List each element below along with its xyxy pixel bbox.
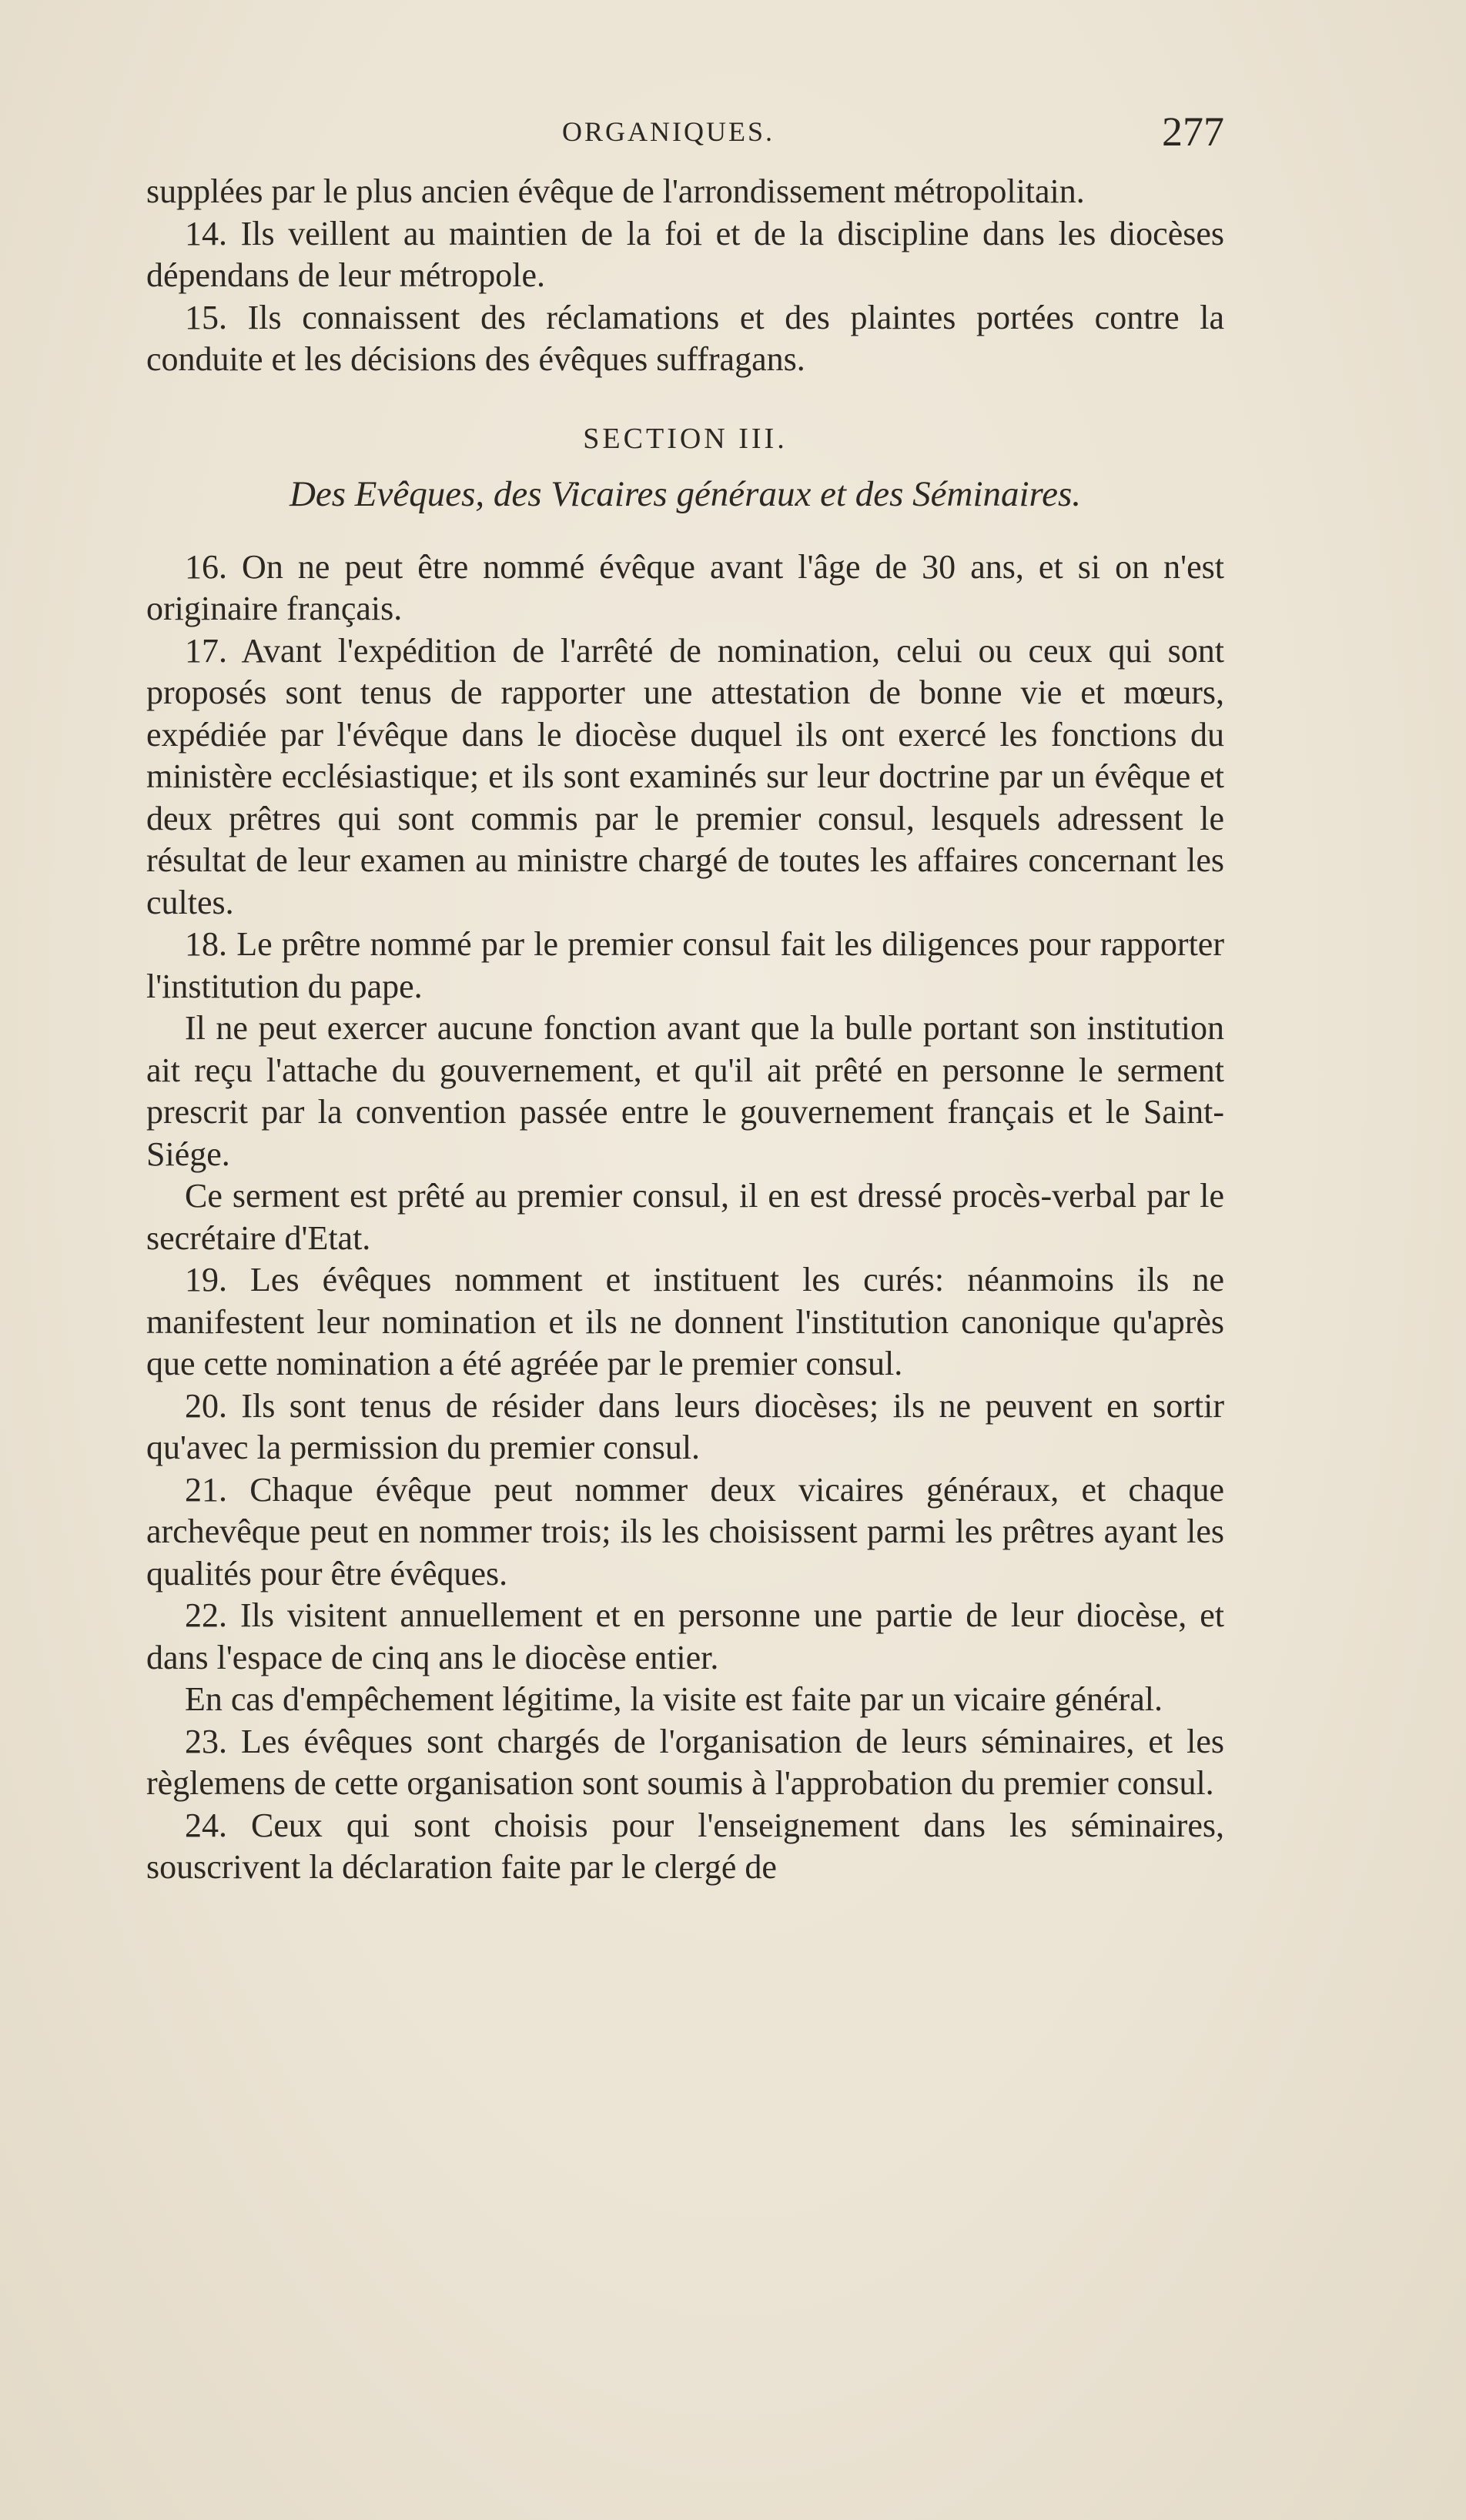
paragraph: 22. Ils visitent annuellement et en personne une partie de leur diocèse, et dans l'espace de cinq ans le diocèse entier.: [146, 1596, 1224, 1676]
body-text: [146, 171, 1224, 1889]
paragraph: supplées par le plus ancien évêque de l'arrondissement métropolitain.: [146, 172, 1085, 210]
paragraph: Ce serment est prêté au premier consul, il en est dressé procès-verbal par le secrétaire d'Etat.: [146, 1177, 1224, 1257]
paragraph: En cas d'empêchement légitime, la visite est faite par un vicaire général.: [185, 1680, 1163, 1718]
paragraph: 18. Le prêtre nommé par le premier consul fait les diligences pour rapporter l'institution du pape.: [146, 925, 1224, 1005]
paragraph: 20. Ils sont tenus de résider dans leurs diocèses; ils ne peuvent en sortir qu'avec la permission du premier consul.: [146, 1386, 1224, 1466]
paragraph: 16. On ne peut être nommé évêque avant l'âge de 30 ans, et si on n'est originaire français.: [146, 547, 1224, 627]
paragraph: 24. Ceux qui sont choisis pour l'enseignement dans les séminaires, souscrivent la déclaration faite par le clergé de: [146, 1806, 1224, 1886]
paragraph: 23. Les évêques sont chargés de l'organisation de leurs séminaires, et les règlemens de cette organisation sont soumis à l'approbation du premier consul.: [146, 1722, 1224, 1802]
running-head: ORGANIQUES.: [562, 116, 775, 147]
paragraph: 15. Ils connaissent des réclamations et des plaintes portées contre la conduite et les décisions des évêques suffragans.: [146, 298, 1224, 378]
paragraph: 14. Ils veillent au maintien de la foi et de la discipline dans les diocèses dépendans de leur métropole.: [146, 214, 1224, 294]
paragraph: 19. Les évêques nomment et instituent les curés: néanmoins ils ne manifestent leur nomination et ils ne donnent l'institution canonique qu'après que cette nomination a été agréée par le premier consul.: [146, 1261, 1224, 1382]
paragraph: 21. Chaque évêque peut nommer deux vicaires généraux, et chaque archevêque peut en nommer trois; ils les choisissent parmi les prêtres ayant les qualités pour être évêques.: [146, 1470, 1224, 1593]
page-header: [146, 108, 1224, 169]
page-number: 277: [1162, 109, 1224, 155]
paragraph: Il ne peut exercer aucune fonction avant que la bulle portant son institution ait reçu l'attache du gouvernement, et qu'il ait prêté en personne le serment prescrit par la convention passée entre le gouvernement français et le Saint-Siége.: [146, 1009, 1224, 1173]
paragraph: 17. Avant l'expédition de l'arrêté de nomination, celui ou ceux qui sont proposés sont tenus de rapporter une attestation de bonne vie et mœurs, expédiée par l'évêque dans le diocèse duquel ils ont exercé les fonctions du ministère ecclésiastique; et ils sont examinés sur leur doctrine par un évêque et deux prêtres qui sont commis par le premier consul, lesquels adressent le résultat de leur examen au ministre chargé de toutes les affaires concernant les cultes.: [146, 631, 1224, 921]
section-subtitle: Des Evêques, des Vicaires généraux et des Séminaires.: [289, 474, 1082, 514]
section-heading: SECTION III.: [583, 422, 788, 455]
